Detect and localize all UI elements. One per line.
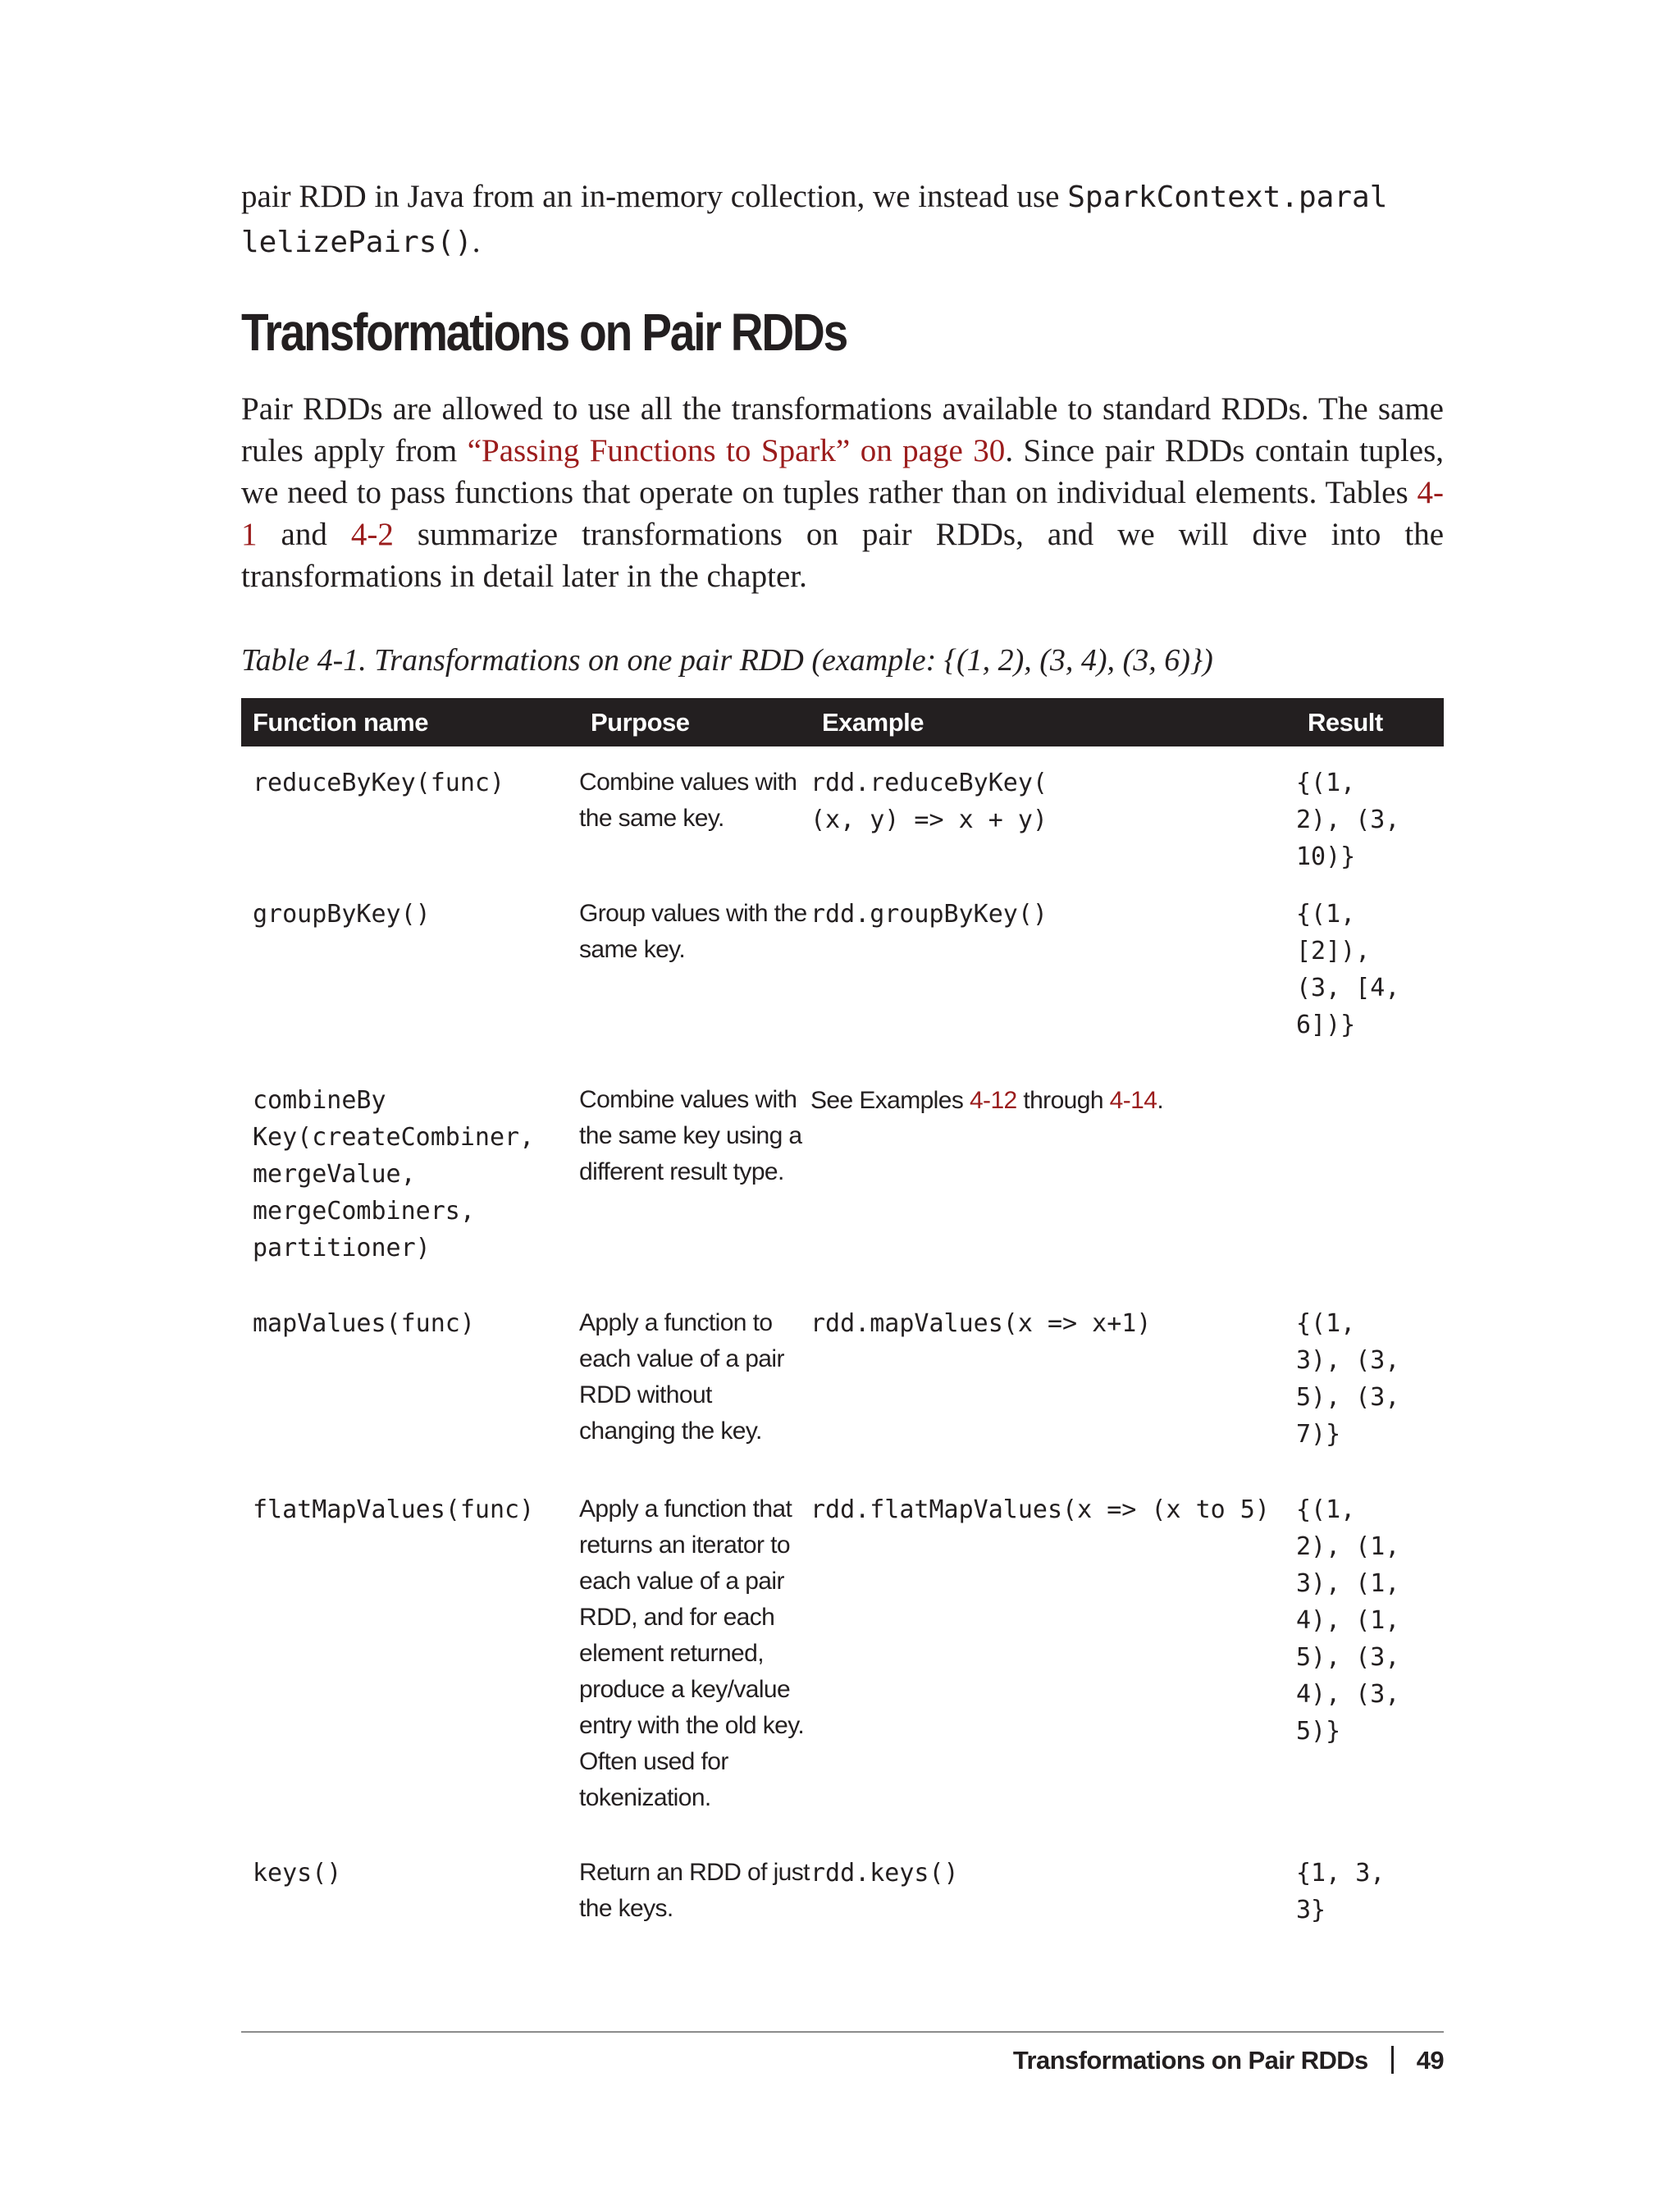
table-4-1-link[interactable]: 4-1 xyxy=(241,475,1444,552)
intro-text: pair RDD in Java from an in-memory collection, we instead use xyxy=(241,179,1068,214)
paragraph-text: and xyxy=(257,517,351,552)
paragraph-text: summarize transformations on pair RDDs, and we will dive into the transformations in detail later in the chapter. xyxy=(241,517,1444,594)
purpose-cell: Return an RDD of just the keys. xyxy=(579,1859,810,1922)
example-text: . xyxy=(1157,1087,1164,1114)
table-caption: Table 4-1. Transformations on one pair RDD (example: {(1, 2), (3, 4), (3, 6)}) xyxy=(241,643,1213,678)
intro-paragraph xyxy=(241,175,1444,265)
table-row xyxy=(241,1491,1444,1855)
intro-code: SparkContext.paral xyxy=(1067,180,1388,214)
footer-separator xyxy=(1391,2046,1394,2074)
example-text: See Examples xyxy=(810,1087,970,1114)
purpose-cell: Group values with the same key. xyxy=(579,900,807,963)
header-example: Example xyxy=(810,698,1296,746)
page-footer xyxy=(1013,2038,1444,2084)
result-cell: {1, 3, 3} xyxy=(1296,1859,1386,1924)
function-cell: combineBy Key(createCombiner, mergeValue, mergeCombiners, partitioner) xyxy=(253,1086,535,1262)
intro-code-continued: lelizePairs() xyxy=(241,226,472,259)
result-cell: {(1, 2), (3, 10)} xyxy=(1296,769,1400,871)
purpose-cell: Apply a function to each value of a pair RDD without changing the key. xyxy=(579,1309,784,1445)
purpose-cell: Combine values with the same key using a different result type. xyxy=(579,1086,802,1185)
footer-section-title: Transformations on Pair RDDs xyxy=(1012,2046,1368,2075)
function-cell: reduceByKey(func) xyxy=(253,769,505,797)
page-number: 49 xyxy=(1416,2046,1444,2075)
table-4-2-link[interactable]: 4-2 xyxy=(350,517,394,552)
function-cell: keys() xyxy=(253,1859,342,1888)
example-4-14-link[interactable]: 4-14 xyxy=(1109,1087,1157,1114)
intro-text-end: . xyxy=(472,224,481,259)
function-cell: groupByKey() xyxy=(253,900,431,929)
example-cell: rdd.reduceByKey( (x, y) => x + y) xyxy=(810,769,1048,834)
body-paragraph xyxy=(241,388,1444,597)
result-cell: {(1, [2]), (3, [4, 6])} xyxy=(1296,900,1400,1039)
purpose-cell: Apply a function that returns an iterator to each value of a pair RDD, and for each element returned, produce a key/value entry with the old key. Often used for tokenization. xyxy=(579,1495,805,1811)
result-cell: {(1, 3), (3, 5), (3, 7)} xyxy=(1296,1309,1400,1449)
footer-divider xyxy=(241,2031,1444,2033)
section-title: Transformations on Pair RDDs xyxy=(241,303,847,362)
purpose-cell: Combine values with the same key. xyxy=(579,769,797,832)
example-cell: rdd.flatMapValues(x => (x to 5) xyxy=(810,1495,1270,1524)
table-row xyxy=(241,1305,1444,1491)
result-cell: {(1, 2), (1, 3), (1, 4), (1, 5), (3, 4), (3, 5)} xyxy=(1296,1495,1400,1746)
table-header-row xyxy=(241,698,1444,746)
table-row xyxy=(241,746,1444,896)
table-row xyxy=(241,1855,1444,1953)
table-row xyxy=(241,896,1444,1082)
header-purpose: Purpose xyxy=(579,698,810,746)
table-row xyxy=(241,1082,1444,1305)
paragraph-text: . Since pair RDDs contain tuples, we need to pass functions that operate on tuples rather than on individual elements. Tables xyxy=(241,433,1445,510)
example-cell: rdd.mapValues(x => x+1) xyxy=(810,1309,1152,1338)
cross-reference-link[interactable]: “Passing Functions to Spark” on page 30 xyxy=(467,433,1006,468)
paragraph-text: Pair RDDs are allowed to use all the transformations available to standard RDDs. The same rules apply from xyxy=(241,391,1444,468)
example-cell: rdd.keys() xyxy=(810,1859,959,1888)
example-4-12-link[interactable]: 4-12 xyxy=(969,1087,1017,1114)
example-text: through xyxy=(1016,1087,1110,1114)
header-function-name: Function name xyxy=(241,698,579,746)
result-cell xyxy=(1296,1082,1444,1305)
example-cell xyxy=(810,1082,1296,1305)
function-cell: flatMapValues(func) xyxy=(253,1495,535,1524)
transformations-table xyxy=(241,698,1444,1953)
example-cell: rdd.groupByKey() xyxy=(810,900,1048,929)
header-result: Result xyxy=(1296,698,1444,746)
function-cell: mapValues(func) xyxy=(253,1309,475,1338)
